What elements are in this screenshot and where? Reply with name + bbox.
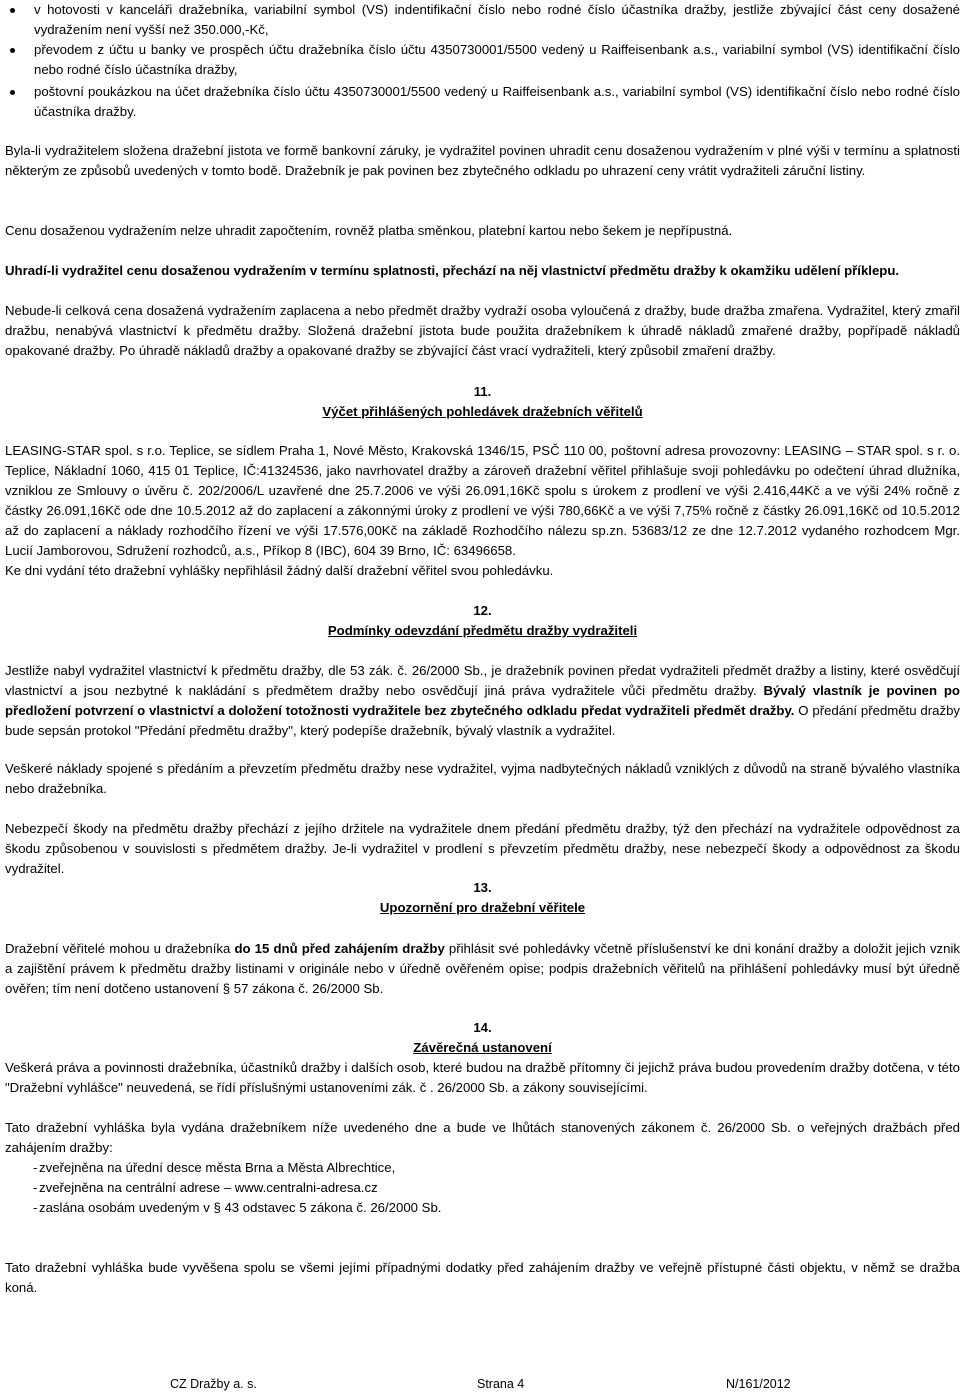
paragraph-tato: Tato dražební vyhláška byla vydána dražebníkem níže uvedeného dne a bude ve lhůtách stanovených zákonem č. 26/2000 Sb. o veřejných dražbách před zahájením dražby:: [5, 1120, 960, 1155]
section-number: 14.: [473, 1020, 492, 1035]
paragraph-text: Jestliže nabyl vydražitel vlastnictví k předmětu dražby, dle 53 zák. č. 26/2000 Sb., je dražebník povinen předat vydražiteli předmět dražby a listiny, které osvědčují vlastnictví a jsou nezbytné k nakládání s předmětem dražby nebo osvědčují jiná práva vydražitele vůči předmětu dražby.: [5, 663, 960, 698]
list-item: - zaslána osobám uvedeným v § 43 odstavec 5 zákona č. 26/2000 Sb.: [5, 1198, 960, 1218]
paragraph-ke-dni: Ke dni vydání této dražební vyhlášky nepřihlásil žádný další dražební věřitel svou pohledávku.: [5, 563, 554, 578]
paragraph-bold-text: Bývalý vlastník je povinen po předložení potvrzení o vlastnictví a doložení totožnosti vydražitele bez zbytečného odkladu předat vydražiteli předmět dražby.: [5, 683, 960, 718]
footer-page-number: Strana 4: [477, 1377, 525, 1391]
page-footer: [0, 1377, 955, 1394]
list-item: - zveřejněna na úřední desce města Brna a Města Albrechtice,: [5, 1158, 960, 1178]
section-number: 13.: [473, 880, 492, 895]
paragraph-text: přihlásit své pohledávky včetně příslušenství ke dni konání dražby a doložit jejich vznik a zajištění právem k předmětu dražby listinami v originále nebo v úředně ověřeném opise; podpis dražebních věřitelů na přihlášení pohledávky musí být úředně ověřen; tím není dotčeno ustanovení § 57 zákona č. 26/2000 Sb.: [5, 941, 960, 996]
paragraph-text: Dražební věřitelé mohou u dražebníka: [5, 941, 231, 956]
paragraph-nebezpeci: Nebezpečí škody na předmětu dražby přechází z jejího držitele na vydražitele dnem předání předmětu dražby, týž den přechází na vydražitele odpovědnost za škodu způsobenou v souvislosti s předmětem dražby. Je-li vydražitel v prodlení s převzetím předmětu dražby, nese nebezpečí škody a odpovědnost za škodu vydražitel.: [5, 821, 960, 876]
section-title: Výčet přihlášených pohledávek dražebních věřitelů: [322, 404, 643, 419]
document-page: [5, 0, 960, 1394]
paragraph-text: O předání předmětu dražby bude sepsán protokol "Předání předmětu dražby", který podepíše dražebník, bývalý vlastník a vydražitel.: [5, 703, 960, 738]
section-title: Upozornění pro dražební věřitele: [379, 900, 586, 915]
section-14-heading: [5, 1018, 960, 1058]
paragraph-bold-text: do 15 dnů před zahájením dražby: [234, 941, 445, 956]
list-item: v hotovosti v kanceláři dražebníka, variabilní symbol (VS) indentifikační číslo nebo rodné číslo účastníka dražby, jestliže zbývající část ceny dosažené vydražením není vyšší než 350.000,-Kč,: [8, 0, 960, 40]
paragraph-jistota: Byla-li vydražitelem složena dražební jistota ve formě bankovní záruky, je vydražitel povinen uhradit cenu dosaženou vydražením v plné výši v termínu a splatnosti některým ze způsobů uvedených v tomto bodě. Dražebník je pak povinen bez zbytečného odkladu po uhrazení ceny vrátit vydražiteli záruční listiny.: [5, 143, 960, 178]
list-item: poštovní poukázkou na účet dražebníka číslo účtu 4350730001/5500 vedený u Raiffeisenbank a.s., variabilní symbol (VS) identifikační číslo nebo rodné číslo účastníka dražby.: [8, 82, 960, 122]
paragraph-predani: [5, 661, 960, 741]
paragraph-vyvesena: Tato dražební vyhláška bude vyvěšena spolu se všemi jejími případnými dodatky před zahájením dražby ve veřejně přístupné části objektu, v němž se dražba koná.: [5, 1260, 960, 1295]
paragraph-veritele: [5, 939, 960, 999]
section-title: Závěrečná ustanovení: [413, 1040, 552, 1055]
section-13-heading: [5, 878, 960, 918]
paragraph-vlastnictvi: Uhradí-li vydražitel cenu dosaženou vydražením v termínu splatnosti, přechází na něj vlastnictví předmětu dražby k okamžiku udělení příklepu.: [5, 263, 900, 278]
publication-list: [5, 1158, 960, 1218]
paragraph-leasing: LEASING-STAR spol. s r.o. Teplice, se sídlem Praha 1, Nové Město, Krakovská 1346/15, PSČ 110 00, poštovní adresa provozovny: LEASING – STAR spol. s r. o. Teplice, Nákladní 1060, 415 01 Teplice, IČ:41324536, jako navrhovatel dražby a zároveň dražební věřitel přihlašuje svoji pohledávku po odečtení úhrad dlužníka, vzniklou ze Smlouvy o úvěru č. 202/2006/L uzavřené dne 25.7.2006 ve výši 26.091,16Kč spolu s úrokem z prodlení ve výši 2.416,44Kč a ve výši 24% ročně z částky 26.091,16Kč ode dne 10.5.2012 až do zaplacení a zákonnými úroky z prodlení ve výši 780,66Kč a ve výši 7,75% ročně z částky 26.091,16Kč od 10.5.2012 až do zaplacení a náklady rozhodčího řízení ve výši 17.576,00Kč na základě Rozhodčího nálezu sp.zn. 53683/12 ze dne 12.7.2012 vydaného rozhodcem Mgr. Lucií Jamborovou, Sdružení rozhodců, a.s., Příkop 8 (IBC), 604 39 Brno, IČ: 63496658.: [5, 443, 960, 558]
paragraph-zapocteni: Cenu dosaženou vydražením nelze uhradit započtením, rovněž platba směnkou, platební kartou nebo šekem je nepřípustná.: [5, 223, 733, 238]
paragraph-nebude: Nebude-li celková cena dosažená vydražením zaplacena a nebo předmět dražby vydraží osoba vyloučená z dražby, bude dražba zmařena. Vydražitel, který zmařil dražbu, nenabývá vlastnictví k předmětu dražby. Složená dražební jistota bude použita dražebníkem k úhradě nákladů zmařené dražby, popřípadě nákladů opakované dražby. Po úhradě nákladů dražby a opakované dražby se zbývající část vrací vydražiteli, který způsobil zmaření dražby.: [5, 303, 960, 358]
section-number: 11.: [473, 384, 492, 399]
section-11-heading: [5, 382, 960, 422]
footer-company: CZ Dražby a. s.: [170, 1377, 257, 1391]
payment-methods-list: [8, 0, 960, 122]
list-item: - zveřejněna na centrální adrese – www.centralni-adresa.cz: [5, 1178, 960, 1198]
section-number: 12.: [473, 603, 492, 618]
paragraph-prava: Veškerá práva a povinnosti dražebníka, účastníků dražby i dalších osob, které budou na dražbě přítomny či jejichž práva budou provedením dražby dotčena, v této "Dražební vyhlášce" neuvedená, se řídí příslušnými ustanoveními zák. č . 26/2000 Sb. a zákony souvisejícími.: [5, 1060, 960, 1095]
list-item: převodem z účtu u banky ve prospěch účtu dražebníka číslo účtu 4350730001/5500 vedený u Raiffeisenbank a.s., variabilní symbol (VS) identifikační číslo nebo rodné číslo účastníka dražby,: [8, 40, 960, 80]
section-12-heading: [5, 601, 960, 641]
section-title: Podmínky odevzdání předmětu dražby vydražiteli: [327, 623, 638, 638]
paragraph-naklady: Veškeré náklady spojené s předáním a převzetím předmětu dražby nese vydražitel, vyjma nadbytečných nákladů vzniklých z důvodů na straně bývalého vlastníka nebo dražebníka.: [5, 761, 960, 796]
footer-reference: N/161/2012: [726, 1377, 791, 1391]
